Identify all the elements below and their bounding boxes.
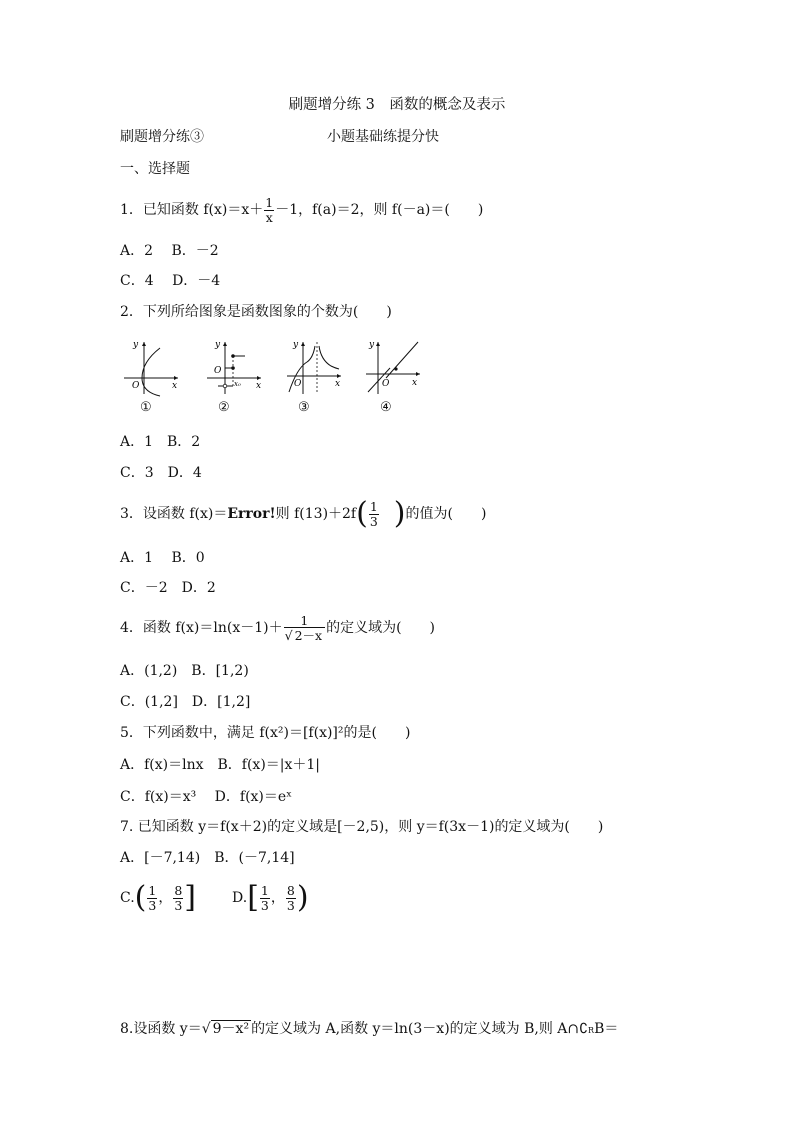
q3-post: 的值为( ) — [405, 506, 487, 522]
q3-right-paren: ) — [393, 496, 406, 531]
q7-d-frac2-num: 8 — [286, 883, 295, 899]
question-3-options-ab: A．1 B．0 — [120, 550, 205, 566]
question-2-options-ab: A．1 B．2 — [120, 434, 201, 450]
q7-c-frac1 — [147, 884, 157, 911]
question-1-options-ab: A．2 B．－2 — [120, 243, 219, 259]
q4-sqrt: √ 2－x — [284, 627, 323, 643]
graph-3-y-label: y — [293, 340, 299, 350]
q7-d-frac2-den: 3 — [286, 897, 295, 913]
question-2-options-cd: C．3 D．4 — [120, 465, 202, 481]
graph-1-x-label: x — [172, 381, 178, 391]
question-3-options-cd: C．－2 D．2 — [120, 580, 216, 596]
q8-end: B＝ — [594, 1021, 619, 1037]
question-5-options-ab: A．f(x)＝lnx B．f(x)＝|x＋1| — [120, 757, 321, 773]
q3-frac-num: 1 — [369, 499, 378, 515]
q4-pre: 4．函数 f(x)＝ln(x－1)＋ — [120, 620, 283, 636]
q7-c-comma: ， — [158, 890, 173, 906]
page-title: 刷题增分练 3 函数的概念及表示 — [288, 97, 506, 113]
q7-d-frac1-num: 1 — [260, 883, 269, 899]
graph-2-y-label: y — [215, 340, 221, 350]
q7-c-left-paren: ( — [134, 880, 147, 915]
question-4-stem — [120, 612, 435, 644]
question-5-stem: 5．下列函数中，满足 f(x²)＝[f(x)]²的是( ) — [120, 725, 411, 741]
graph-3 — [283, 338, 345, 398]
graph-4-y-label: y — [369, 340, 375, 350]
q7-c-right-bracket: ] — [184, 880, 197, 915]
graph-1-origin-label: O — [132, 381, 140, 391]
q7-c-label: C. — [120, 890, 135, 906]
question-4-options-ab: A．(1,2) B．[1,2) — [120, 663, 249, 679]
q7-d-comma: ， — [270, 890, 285, 906]
q1-frac-den: x — [265, 209, 273, 225]
q8-sqrt: √ 9－x² — [201, 1021, 250, 1037]
graph-4-origin-label: O — [382, 379, 390, 389]
q4-frac-den — [284, 628, 325, 642]
q1-fraction — [264, 196, 274, 223]
graph-2 — [203, 338, 265, 398]
q7-d-frac1 — [260, 884, 270, 911]
graph-3-origin-label: O — [294, 379, 302, 389]
question-8-stem — [120, 1022, 618, 1036]
q4-frac-num: 1 — [284, 614, 325, 628]
graph-2-x0-label: x₀ — [234, 380, 241, 388]
graph-1-label: ① — [140, 400, 152, 415]
q1-pre: 1．已知函数 f(x)＝x＋ — [120, 202, 264, 218]
subtitle-right: 小题基础练提分快 — [327, 129, 439, 145]
graph-4-x-label: x — [412, 378, 418, 388]
q7-c-frac2 — [173, 884, 183, 911]
graph-2-label: ② — [218, 400, 230, 415]
question-2-stem: 2．下列所给图象是函数图象的个数为( ) — [120, 304, 392, 320]
section-heading: 一、选择题 — [120, 161, 190, 177]
q3-error-text: Error! — [227, 506, 276, 522]
q4-fraction — [284, 614, 325, 642]
q7-d-frac1-den: 3 — [260, 897, 269, 913]
q7-d-left-bracket: [ — [247, 880, 259, 915]
graph-2-origin-label: O — [214, 366, 222, 376]
q8-post: 的定义域为 A,函数 y＝ln(3－x)的定义域为 B,则 A∩∁ — [251, 1021, 589, 1037]
graph-1-y-label: y — [133, 340, 139, 350]
question-7-stem: 7. 已知函数 y＝f(x＋2)的定义域是[－2,5)，则 y＝f(3x－1)的定义域为( ) — [120, 819, 604, 835]
subtitle-left: 刷题增分练③ — [120, 129, 204, 145]
question-4-options-cd: C．(1,2] D．[1,2] — [120, 694, 251, 710]
q7-d-frac2 — [286, 884, 296, 911]
q7-c-frac2-den: 3 — [174, 897, 183, 913]
q1-post: －1，f(a)＝2，则 f(－a)＝( ) — [275, 202, 484, 218]
q3-left-paren: ( — [356, 496, 368, 531]
q1-frac-num: 1 — [265, 195, 274, 211]
q7-d-label: D. — [232, 890, 248, 906]
graph-1 — [120, 338, 182, 398]
q7-c-frac2-num: 8 — [174, 883, 183, 899]
question-7-options-ab: A．[－7,14) B．(－7,14] — [120, 850, 295, 866]
q8-pre: 8.设函数 y＝ — [120, 1021, 202, 1037]
question-1-options-cd: C．4 D．－4 — [120, 273, 221, 289]
graph-4 — [362, 338, 424, 398]
q3-pre: 3．设函数 f(x)＝ — [120, 506, 228, 522]
q4-radicand: 2－x — [294, 627, 323, 643]
q7-c-frac1-num: 1 — [148, 883, 157, 899]
question-1-stem — [120, 196, 483, 224]
question-3-stem — [120, 496, 487, 531]
q8-radicand: 9－x² — [212, 1021, 250, 1037]
q3-fraction — [369, 500, 379, 527]
q7-d-right-paren: ) — [296, 880, 309, 915]
graph-3-x-label: x — [335, 379, 341, 389]
graph-2-x-label: x — [256, 381, 262, 391]
q7-c-frac1-den: 3 — [148, 897, 157, 913]
q4-post: 的定义域为( ) — [326, 620, 436, 636]
question-7-options-cd — [120, 881, 309, 915]
question-5-options-cd: C．f(x)＝x³ D．f(x)＝eˣ — [120, 789, 293, 805]
q8-subscript: R — [588, 1026, 595, 1035]
q3-mid: 则 f(13)＋2f — [275, 506, 357, 522]
graph-3-label: ③ — [298, 400, 310, 415]
q3-frac-den: 3 — [369, 513, 378, 529]
graph-4-label: ④ — [380, 400, 392, 415]
